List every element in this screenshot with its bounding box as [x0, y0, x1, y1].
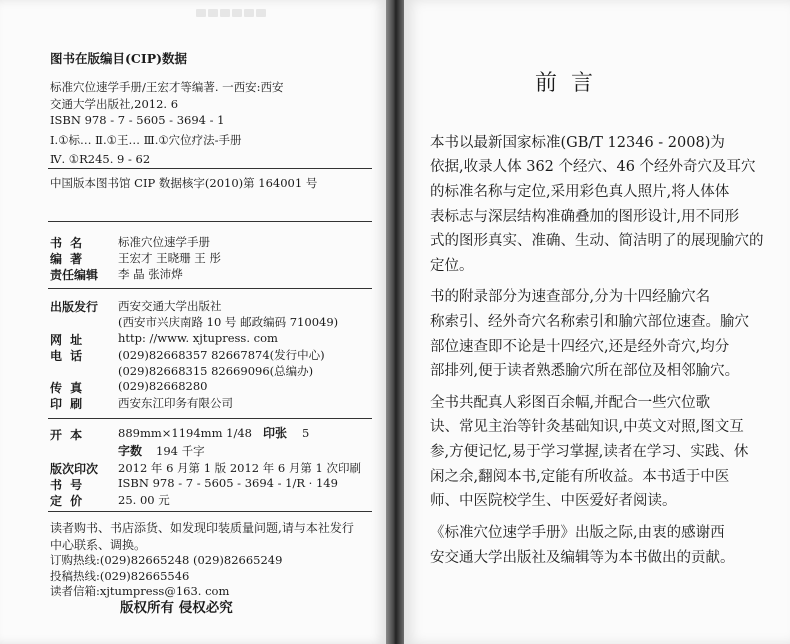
preface-line: 诀、常见主治等针灸基础知识,中英文对照,图文互 — [430, 419, 744, 435]
cip-heading: 图书在版编目(CIP)数据 — [50, 51, 188, 66]
words-value: 194 千字 — [156, 444, 205, 458]
preface-line: 全书共配真人彩图百余幅,并配合一些穴位歌 — [430, 395, 711, 411]
info-label: 书 号 — [50, 478, 85, 492]
info-label: 编 著 — [50, 252, 85, 266]
cip-line: Ⅳ. ①R245. 9 - 62 — [50, 152, 151, 166]
edition-value: 2012 年 6 月第 1 版 2012 年 6 月第 1 次印刷 — [118, 461, 362, 475]
cip-line: Ⅰ.①标… Ⅱ.①王… Ⅲ.①穴位疗法-手册 — [50, 133, 242, 147]
info-label: 定 价 — [50, 494, 85, 508]
order-hotline: 订购热线:(029)82665248 (029)82665249 — [50, 553, 283, 567]
preface-line: 《标准穴位速学手册》出版之际,由衷的感谢西 — [430, 525, 725, 541]
publisher-address: (西安市兴庆南路 10 号 邮政编码 710049) — [118, 315, 339, 329]
preface-line: 定位。 — [430, 258, 474, 274]
info-label: 印张 — [263, 426, 288, 440]
preface-line: 式的图形真实、准确、生动、简洁明了的展现腧穴的 — [430, 233, 764, 249]
divider — [48, 511, 372, 512]
phone-value-2: (029)82668315 82669096(总编办) — [118, 364, 314, 378]
divider — [48, 288, 372, 289]
preface-line: 称索引、经外奇穴名称索引和腧穴部位速查。腧穴 — [430, 314, 749, 330]
reader-email: 读者信箱:xjtumpress@163. com — [50, 584, 230, 598]
info-label: 印 刷 — [50, 397, 85, 411]
divider — [48, 168, 372, 169]
cip-check-number: 中国版本图书馆 CIP 数据核字(2010)第 164001 号 — [50, 176, 318, 190]
info-label: 出版发行 — [50, 300, 99, 314]
preface-line: 参,方便记忆,易于学习掌握,读者在学习、实践、休 — [430, 444, 749, 460]
cip-line: 标准穴位速学手册/王宏才等编著. 一西安:西安 — [50, 80, 284, 94]
copyright-notice: 版权所有 侵权必究 — [120, 600, 233, 616]
cip-line: ISBN 978 - 7 - 5605 - 3694 - 1 — [50, 113, 225, 127]
notice-line: 中心联系、调换。 — [50, 538, 147, 552]
copyright-page — [0, 0, 386, 644]
cip-line: 交通大学出版社,2012. 6 — [50, 97, 179, 111]
isbn-value: ISBN 978 - 7 - 5605 - 3694 - 1/R · 149 — [118, 476, 338, 490]
info-label: 书 名 — [50, 236, 85, 250]
divider — [48, 418, 372, 419]
format-value: 889mm×1194mm 1/48 — [118, 426, 252, 440]
price-value: 25. 00 元 — [118, 493, 170, 507]
fax-value: (029)82668280 — [118, 379, 208, 393]
preface-line: 本书以最新国家标准(GB/T 12346 - 2008)为 — [430, 135, 725, 151]
preface-line: 闲之余,翻阅本书,定能有所收益。本书适于中医 — [430, 469, 730, 485]
printer-value: 西安东江印务有限公司 — [118, 396, 233, 410]
preface-line: 部位速查即不论是十四经穴,还是经外奇穴,均分 — [430, 339, 730, 355]
info-label: 版次印次 — [50, 462, 99, 476]
top-shadow-text — [196, 2, 286, 12]
website-value: http: //www. xjtupress. com — [118, 331, 278, 345]
info-label: 字数 — [118, 444, 143, 458]
info-label: 传 真 — [50, 381, 85, 395]
preface-line: 师、中医院校学生、中医爱好者阅读。 — [430, 493, 677, 509]
submission-hotline: 投稿热线:(029)82665546 — [50, 569, 190, 583]
preface-line: 依据,收录人体 362 个经穴、46 个经外奇穴及耳穴 — [430, 159, 756, 175]
info-label: 网 址 — [50, 333, 85, 347]
book-title-value: 标准穴位速学手册 — [118, 235, 210, 249]
notice-line: 读者购书、书店添货、如发现印装质量问题,请与本社发行 — [50, 521, 354, 535]
book-spine-gutter — [386, 0, 404, 644]
preface-title: 前言 — [535, 71, 608, 96]
preface-line: 安交通大学出版社及编辑等为本书做出的贡献。 — [430, 550, 735, 566]
preface-line: 书的附录部分为速查部分,分为十四经腧穴名 — [430, 289, 711, 305]
sheets-value: 5 — [302, 426, 310, 440]
preface-line: 部排列,便于读者熟悉腧穴所在部位及相邻腧穴。 — [430, 363, 740, 379]
info-label: 责任编辑 — [50, 268, 99, 282]
authors-value: 王宏才 王晓珊 王 彤 — [118, 251, 221, 265]
publisher-value: 西安交通大学出版社 — [118, 299, 222, 313]
editors-value: 李 晶 张沛烨 — [118, 267, 183, 281]
info-label: 电 话 — [50, 349, 85, 363]
divider — [48, 221, 372, 222]
preface-line: 的标准名称与定位,采用彩色真人照片,将人体体 — [430, 184, 730, 200]
phone-value: (029)82668357 82667874(发行中心) — [118, 348, 325, 362]
info-label: 开 本 — [50, 428, 85, 442]
preface-line: 表标志与深层结构准确叠加的图形设计,用不同形 — [430, 209, 740, 225]
